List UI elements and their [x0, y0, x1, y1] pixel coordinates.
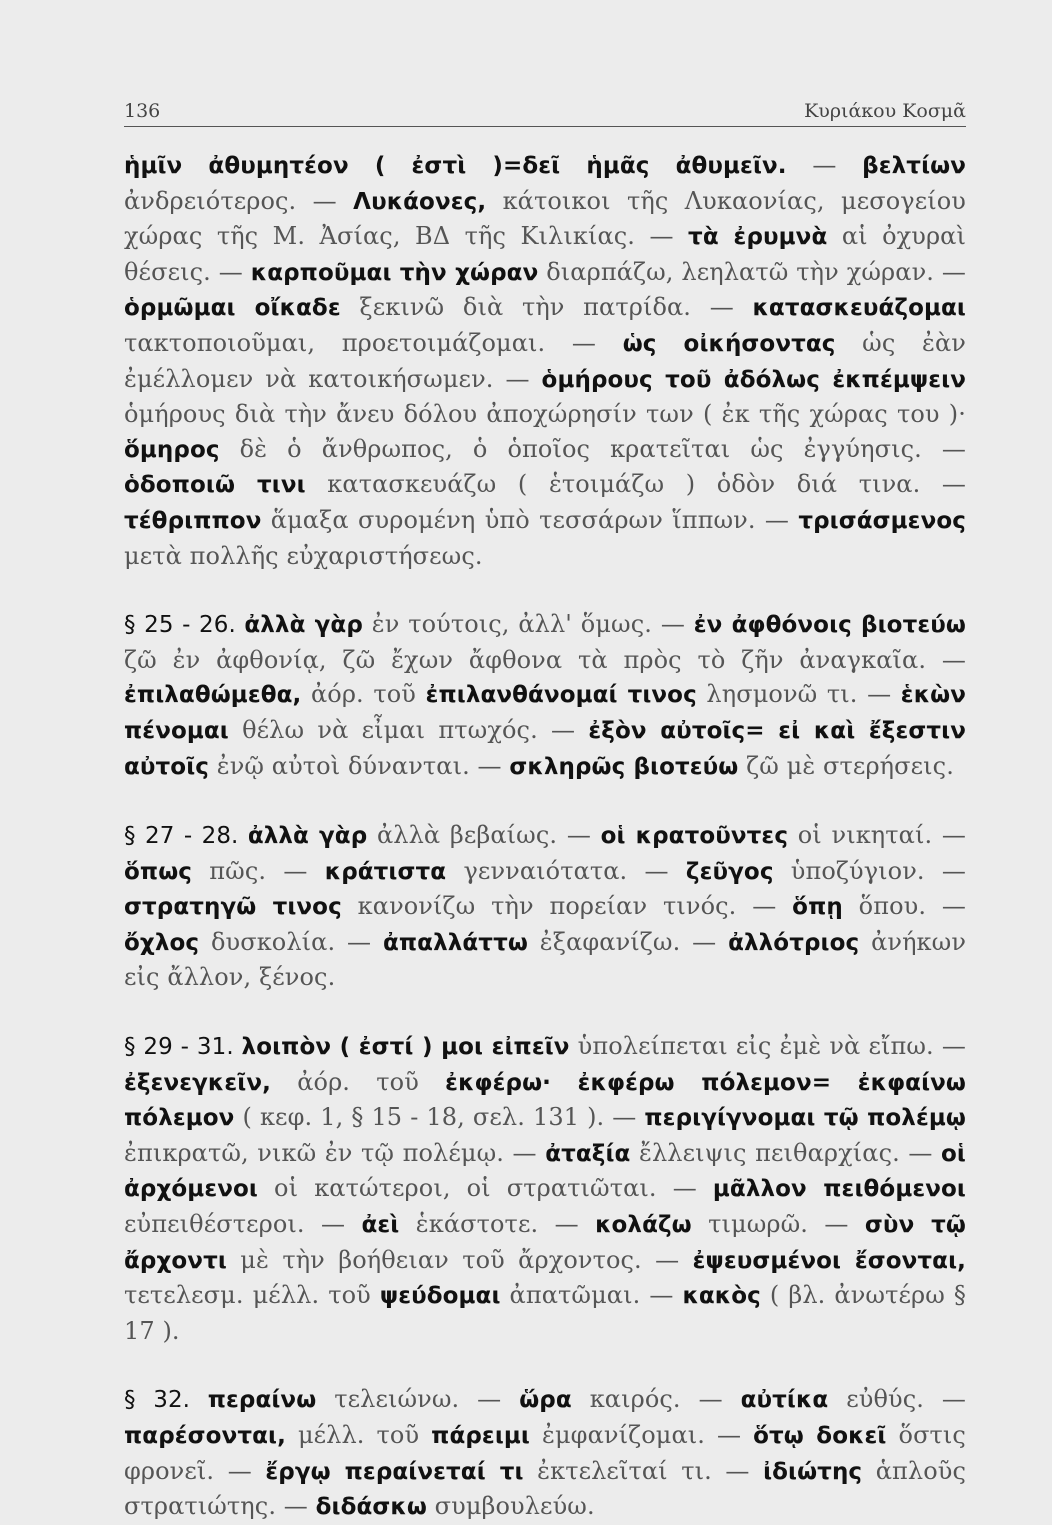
headword: ὄχλος [124, 929, 200, 956]
gloss-text: ὡς ἐὰν ἐμέλλομεν νὰ κατοικήσωμεν. — [124, 328, 966, 393]
paragraph-section-29-31 [124, 1029, 966, 1348]
headword: ἀλλὰ γὰρ [244, 612, 363, 639]
gloss-text: ἑκάστοτε. — [399, 1210, 596, 1239]
section-marker: § 27 - 28. [124, 823, 248, 850]
gloss-text: ἀνήκων εἰς ἄλλον, ξένος. [124, 927, 967, 992]
headword: ἐψευσμένοι ἔσονται, [692, 1247, 966, 1274]
headword: ἐπιλανθάνομαί τινος [425, 682, 697, 709]
gloss-text: ὁμήρους διὰ τὴν ἄνευ δόλου ἀποχώρησίν των ( ἐκ τῆς χώρας του )· [124, 400, 966, 429]
headword: πάρειμι [431, 1423, 530, 1449]
gloss-text: ζῶ μὲ στερήσεις. [738, 751, 954, 780]
gloss-text: ἔλλειψις πειθαρχίας. — [630, 1138, 942, 1167]
headword: τέθριππον [124, 507, 262, 534]
headword: ἐπιλαθώμεθα, [124, 682, 302, 709]
headword: ὡς οἰκήσοντας [622, 330, 836, 357]
paragraph-intro [124, 148, 966, 573]
headword: κακὸς [682, 1283, 761, 1310]
gloss-text: ὅπου. — [842, 892, 967, 921]
headword: ἐν ἀφθόνοις βιοτεύω [693, 612, 966, 639]
gloss-text: τιμωρῶ. — [691, 1210, 865, 1239]
gloss-text: κάτοικοι τῆς Λυκαονίας, μεσογείου χώρας τῆς Μ. Ἀσίας, ΒΔ τῆς Κιλικίας. — [124, 186, 966, 251]
gloss-text: πῶς. — [192, 856, 325, 885]
gloss-text: τετελεσμ. μέλλ. τοῦ [124, 1281, 380, 1310]
headword: λοιπὸν ( ἐστί ) μοι εἰπεῖν [241, 1034, 570, 1061]
gloss-text: ξεκινῶ διὰ τὴν πατρίδα. — [340, 293, 753, 322]
page-header [124, 92, 966, 127]
headword: τὰ ἐρυμνὰ [688, 224, 828, 251]
gloss-text: αἱ ὀχυραὶ θέσεις. — [124, 222, 966, 286]
gloss-text: μετὰ πολλῆς εὐχαριστήσεως. [124, 541, 483, 570]
gloss-text: γενναιότατα. — [446, 856, 686, 885]
headword: ἡμῖν ἀθυμητέον ( ἐστὶ )=δεῖ ἡμᾶς ἀθυμεῖν. [124, 153, 787, 179]
headword: ὁδοποιῶ τινι [124, 472, 306, 499]
gloss-text: ἅμαξα συρομένη ὑπὸ τεσσάρων ἵππων. — [261, 505, 799, 534]
gloss-text: ὑπολείπεται εἰς ἐμὲ νὰ εἴπω. — [569, 1032, 966, 1061]
gloss-text: εὐπειθέστεροι. — [124, 1210, 362, 1239]
gloss-text: ἐνῷ αὐτοὶ δύνανται. — [209, 751, 510, 780]
headword: ὅμηρος [124, 436, 220, 463]
headword: ὁρμῶμαι οἴκαδε [124, 295, 341, 322]
gloss-text: εὐθύς. — [828, 1385, 966, 1414]
gloss-text: ἐξαφανίζω. — [527, 927, 729, 956]
headword: περαίνω [207, 1387, 317, 1414]
headword: διδάσκω [315, 1494, 427, 1521]
gloss-text: ἀλλὰ βεβαίως. — [367, 821, 601, 850]
headword: ἑκὼν πένομαι [124, 682, 966, 744]
gloss-text: ( κεφ. 1, § 15 - 18, σελ. 131 ). — [234, 1103, 645, 1132]
headword: στρατηγῶ τινος [124, 894, 342, 921]
paragraph-section-25-26 [124, 607, 966, 784]
headword: κατασκευάζομαι [752, 295, 966, 322]
headword: τρισάσμενος [798, 507, 966, 534]
paragraph-section-32 [124, 1382, 966, 1524]
gloss-text: θέλω νὰ εἶμαι πτωχός. — [228, 715, 589, 744]
gloss-text: μέλλ. τοῦ [285, 1421, 432, 1449]
gloss-text: ( βλ. ἀνωτέρω § 17 ). [124, 1281, 966, 1345]
running-title: Κυριάκου Κοσμᾶ [804, 100, 966, 122]
headword: ὅπῃ [792, 894, 843, 921]
headword: ζεῦγος [685, 858, 774, 885]
headword: ὅτῳ δοκεῖ [753, 1423, 887, 1449]
headword: ἀλλότριος [728, 929, 860, 956]
gloss-text: ἐκτελεῖταί τι. — [523, 1456, 764, 1485]
commentary-body [124, 148, 966, 1525]
headword: ἐξὸν αὐτοῖς= εἰ καὶ ἔξεστιν αὐτοῖς [124, 717, 966, 780]
headword: οἱ ἀρχόμενοι [124, 1140, 966, 1203]
gloss-text: δυσκολία. — [199, 927, 383, 956]
headword: ἰδιώτης [763, 1458, 863, 1485]
gloss-text: ἐν τούτοις, ἀλλ' ὅμως. — [362, 610, 694, 639]
gloss-text: ἐπικρατῶ, νικῶ ἐν τῷ πολέμῳ. — [124, 1138, 546, 1167]
headword: οἱ κρατοῦντες [600, 823, 789, 850]
gloss-text: κανονίζω τὴν πορείαν τινός. — [341, 892, 793, 921]
headword: ἐκφέρω· ἐκφέρω πόλεμον= ἐκφαίνω πόλεμον [124, 1069, 966, 1132]
gloss-text: λησμονῶ τι. — [696, 680, 901, 709]
gloss-text: ἁπλοῦς στρατιώτης. — [124, 1456, 967, 1521]
gloss-text: κατασκευάζω ( ἑτοιμάζω ) ὁδὸν διά τινα. — [305, 470, 967, 499]
gloss-text: ὅστις φρονεῖ. — [124, 1421, 966, 1485]
gloss-text: ἀόρ. τοῦ [301, 680, 426, 709]
headword: καρποῦμαι τὴν χώραν [250, 259, 539, 286]
headword: παρέσονται, [124, 1423, 286, 1449]
gloss-text: τελειώνω. — [316, 1385, 520, 1414]
headword: ἀλλὰ γὰρ [247, 823, 368, 850]
gloss-text: ἀνδρειότερος. — [124, 186, 354, 215]
headword: κράτιστα [324, 858, 447, 885]
headword: μᾶλλον πειθόμενοι [712, 1176, 966, 1203]
gloss-text: διαρπάζω, λεηλατῶ τὴν χώραν. — [538, 257, 966, 286]
headword: ἀπαλλάττω [382, 929, 528, 956]
headword: περιγίγνομαι τῷ πολέμῳ [644, 1105, 966, 1132]
headword: ὅπως [124, 858, 193, 885]
headword: ὥρα [519, 1387, 572, 1414]
headword: ἔργῳ περαίνεταί τι [265, 1458, 524, 1485]
gloss-text: ἐμφανίζομαι. — [529, 1421, 754, 1449]
section-marker: § 29 - 31. [124, 1034, 242, 1061]
headword: ὁμήρους τοῦ ἀδόλως ἐκπέμψειν [541, 366, 966, 393]
headword: σὺν τῷ ἄρχοντι [124, 1212, 966, 1274]
gloss-text: οἱ νικηταί. — [788, 821, 966, 850]
headword: αὐτίκα [740, 1387, 829, 1414]
section-marker: § 32. [124, 1387, 208, 1414]
gloss-text: ἀπατῶμαι. — [500, 1281, 683, 1310]
headword: ἀεὶ [361, 1212, 400, 1239]
headword: Λυκάονες, [353, 188, 487, 215]
gloss-text: ζῶ ἐν ἀφθονίᾳ, ζῶ ἔχων ἄφθονα τὰ πρὸς τὸ ζῆν ἀναγκαῖα. — [124, 645, 966, 674]
headword: κολάζω [595, 1212, 692, 1239]
gloss-text: τακτοποιοῦμαι, προετοιμάζομαι. — [124, 328, 623, 357]
headword: σκληρῶς βιοτεύω [509, 753, 739, 780]
gloss-text: οἱ κατώτεροι, οἱ στρατιῶται. — [257, 1174, 713, 1203]
gloss-text: ἀόρ. τοῦ [270, 1067, 446, 1096]
paragraph-section-27-28 [124, 818, 966, 995]
gloss-text: — [786, 151, 863, 179]
headword: βελτίων [862, 153, 966, 179]
gloss-text: δὲ ὁ ἄνθρωπος, ὁ ὁποῖος κρατεῖται ὡς ἐγγύησις. — [219, 434, 966, 463]
headword: ἀταξία [545, 1140, 631, 1167]
section-marker: § 25 - 26. [124, 612, 245, 639]
page-number: 136 [124, 100, 161, 122]
gloss-text: ὑποζύγιον. — [773, 856, 967, 885]
headword: ἐξενεγκεῖν, [124, 1069, 271, 1096]
gloss-text: καιρός. — [571, 1385, 741, 1414]
gloss-text: μὲ τὴν βοήθειαν τοῦ ἄρχοντος. — [226, 1245, 693, 1274]
gloss-text: συμβουλεύω. [426, 1492, 595, 1521]
headword: ψεύδομαι [379, 1283, 501, 1310]
